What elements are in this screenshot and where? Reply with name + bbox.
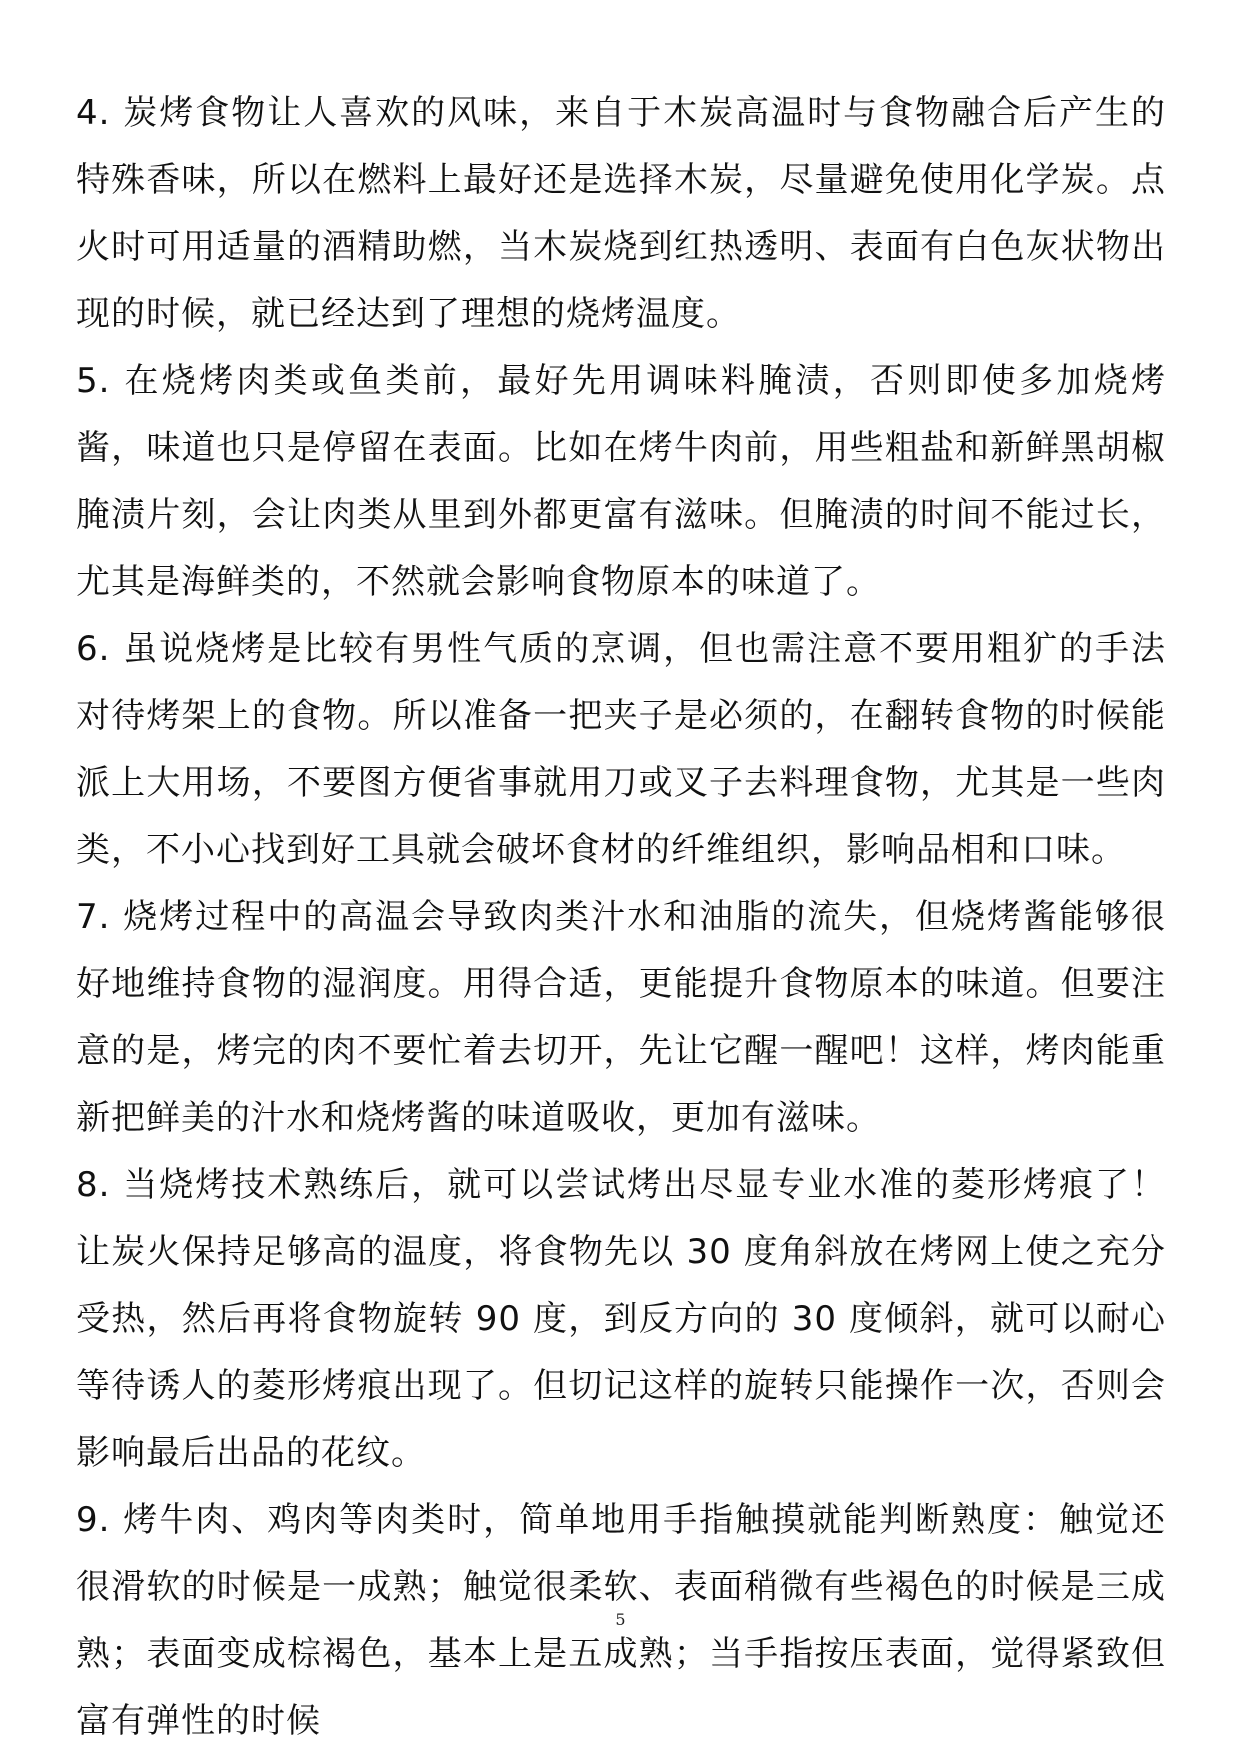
paragraph-5: 5. 在烧烤肉类或鱼类前，最好先用调味料腌渍，否则即使多加烧烤酱，味道也只是停留在表面。比如在烤牛肉前，用些粗盐和新鲜黑胡椒腌渍片刻，会让肉类从里到外都更富有滋味。但腌渍的时间不能过长，尤其是海鲜类的，不然就会影响食物原本的味道了。 <box>76 361 1166 602</box>
paragraph-7: 7. 烧烤过程中的高温会导致肉类汁水和油脂的流失，但烧烤酱能够很好地维持食物的湿润度。用得合适，更能提升食物原本的味道。但要注意的是，烤完的肉不要忙着去切开，先让它醒一醒吧！这样，烤肉能重新把鲜美的汁水和烧烤酱的味道吸收，更加有滋味。 <box>76 897 1166 1138</box>
page-number: 5 <box>615 1610 626 1629</box>
paragraph-8: 8. 当烧烤技术熟练后，就可以尝试烤出尽显专业水准的菱形烤痕了！让炭火保持足够高的温度，将食物先以 30 度角斜放在烤网上使之充分受热，然后再将食物旋转 90 度，到反方向的 30 度倾斜，就可以耐心等待诱人的菱形烤痕出现了。但切记这样的旋转只能操作一次，否则会影响最后出品的花纹。 <box>76 1165 1166 1473</box>
paragraph-6: 6. 虽说烧烤是比较有男性气质的烹调，但也需注意不要用粗犷的手法对待烤架上的食物。所以准备一把夹子是必须的，在翻转食物的时候能派上大用场，不要图方便省事就用刀或叉子去料理食物，尤其是一些肉类，不小心找到好工具就会破坏食材的纤维组织，影响品相和口味。 <box>76 629 1166 870</box>
paragraph-9: 9. 烤牛肉、鸡肉等肉类时，简单地用手指触摸就能判断熟度：触觉还很滑软的时候是一成熟；触觉很柔软、表面稍微有些褐色的时候是三成熟；表面变成棕褐色，基本上是五成熟；当手指按压表面，觉得紧致但富有弹性的时候 <box>76 1500 1166 1741</box>
document-body <box>76 80 1166 1755</box>
paragraph-4: 4. 炭烤食物让人喜欢的风味，来自于木炭高温时与食物融合后产生的特殊香味，所以在燃料上最好还是选择木炭，尽量避免使用化学炭。点火时可用适量的酒精助燃，当木炭烧到红热透明、表面有白色灰状物出现的时候，就已经达到了理想的烧烤温度。 <box>76 93 1166 334</box>
